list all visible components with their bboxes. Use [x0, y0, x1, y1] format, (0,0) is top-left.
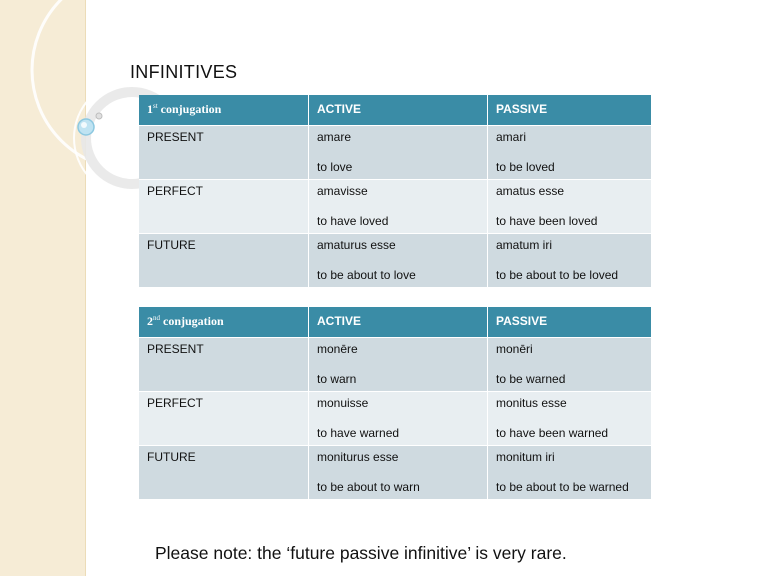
english-translation: to have been warned — [496, 426, 609, 440]
footnote: Please note: the ‘future passive infinitive’ is very rare. — [155, 543, 567, 563]
latin-form: amavisse — [317, 184, 368, 198]
english-translation: to be warned — [496, 372, 566, 386]
tense-cell: FUTURE — [139, 234, 309, 288]
english-translation: to be about to love — [317, 268, 416, 282]
passive-cell — [488, 338, 651, 392]
english-translation: to be about to warn — [317, 480, 420, 494]
english-translation: to be about to be loved — [496, 268, 619, 282]
english-translation: to have been loved — [496, 214, 598, 228]
active-header: ACTIVE — [309, 307, 488, 338]
active-cell — [309, 338, 488, 392]
passive-cell — [488, 446, 651, 500]
active-cell — [309, 392, 488, 446]
english-translation: to love — [317, 160, 353, 174]
latin-form: amare — [317, 130, 352, 144]
passive-cell — [488, 180, 651, 234]
table-row — [139, 446, 651, 500]
english-translation: to have loved — [317, 214, 389, 228]
conjugation-word: conjugation — [157, 101, 222, 116]
active-cell — [309, 446, 488, 500]
table-row — [139, 234, 651, 288]
table-row — [139, 180, 651, 234]
latin-form: amari — [496, 130, 527, 144]
conjugation-word: conjugation — [160, 313, 224, 328]
latin-form: amaturus esse — [317, 238, 396, 252]
tense-cell: PRESENT — [139, 126, 309, 180]
latin-form: amatum iri — [496, 238, 553, 252]
latin-form: monitum iri — [496, 450, 555, 464]
english-translation: to have warned — [317, 426, 400, 440]
conjugation-number: 2 — [147, 313, 153, 328]
tense-cell: FUTURE — [139, 446, 309, 500]
conjugation-header — [139, 307, 309, 338]
conjugation-number: 1 — [147, 101, 153, 116]
conjugation-suffix: nd — [153, 313, 160, 322]
passive-cell — [488, 126, 651, 180]
table-header-row — [139, 307, 651, 338]
second-conjugation-table — [139, 307, 651, 500]
passive-cell — [488, 234, 651, 288]
active-cell — [309, 180, 488, 234]
passive-header: PASSIVE — [488, 307, 651, 338]
latin-form: monitus esse — [496, 396, 567, 410]
latin-form: moniturus esse — [317, 450, 399, 464]
first-conjugation-table — [139, 95, 651, 288]
table-row — [139, 126, 651, 180]
latin-form: monēri — [496, 342, 533, 356]
english-translation: to warn — [317, 372, 357, 386]
latin-form: monuisse — [317, 396, 369, 410]
table-header-row — [139, 95, 651, 126]
decorative-circles — [0, 0, 160, 260]
passive-cell — [488, 392, 651, 446]
latin-form: amatus esse — [496, 184, 565, 198]
table-row — [139, 338, 651, 392]
conjugation-header — [139, 95, 309, 126]
conjugation-suffix: st — [153, 101, 158, 110]
tense-cell: PERFECT — [139, 392, 309, 446]
active-header: ACTIVE — [309, 95, 488, 126]
latin-form: monēre — [317, 342, 358, 356]
english-translation: to be about to be warned — [496, 480, 629, 494]
english-translation: to be loved — [496, 160, 555, 174]
active-cell — [309, 234, 488, 288]
table-row — [139, 392, 651, 446]
active-cell — [309, 126, 488, 180]
slide-title: INFINITIVES — [130, 62, 238, 82]
tense-cell: PERFECT — [139, 180, 309, 234]
tense-cell: PRESENT — [139, 338, 309, 392]
passive-header: PASSIVE — [488, 95, 651, 126]
